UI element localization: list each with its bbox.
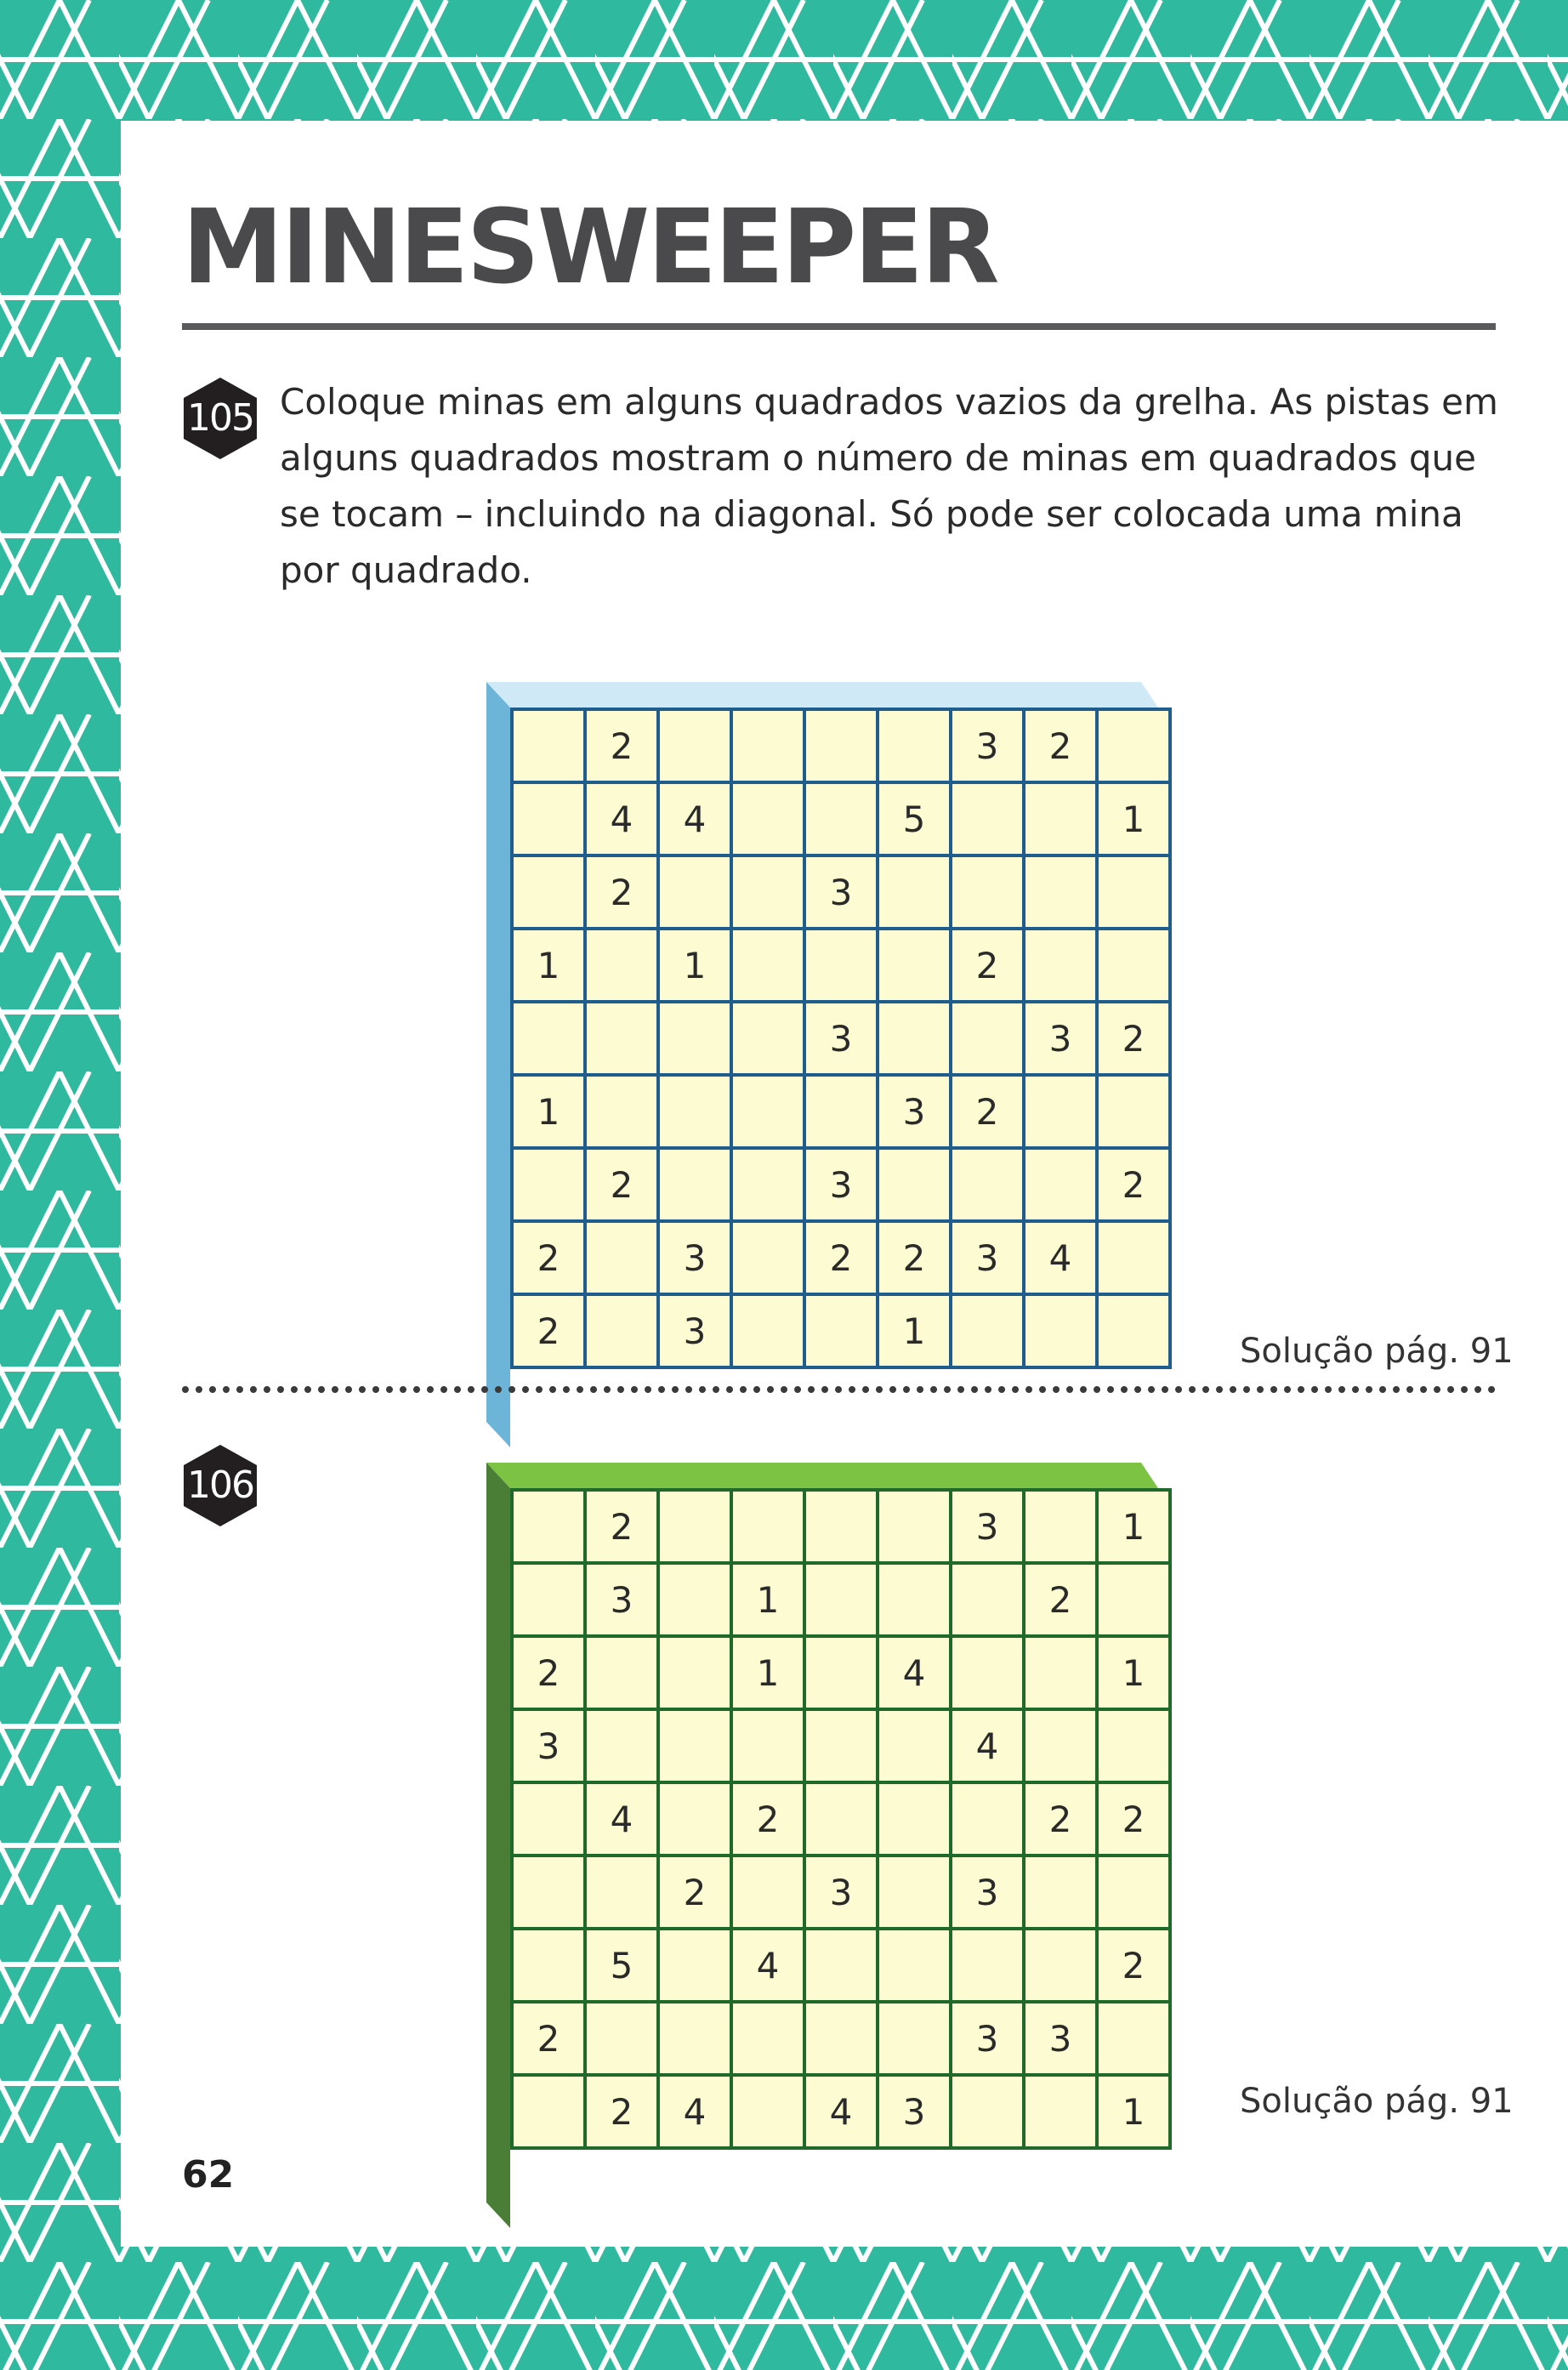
grid-cell[interactable] [1025,1638,1095,1708]
grid-cell[interactable] [1025,857,1095,927]
grid-cell[interactable] [660,1711,730,1781]
instructions-text: Coloque minas em alguns quadrados vazios da grelha. As pistas em alguns quadrados mostram o número de minas em quadrados que se tocam – incluindo na diagonal. Só pode ser colocada uma mina por quadrado. [280,381,1498,591]
grid-cell[interactable] [514,857,583,927]
grid-cell[interactable]: 4 [879,1638,949,1708]
grid-cell[interactable] [733,1077,803,1146]
puzzle-105-solution-ref: Solução pág. 91 [1240,1332,1514,1371]
grid-cell[interactable]: 2 [514,1223,583,1293]
grid-cell[interactable]: 3 [1025,2003,1095,2073]
grid-cell[interactable] [952,1638,1022,1708]
grid-cell[interactable]: 3 [952,1492,1022,1561]
grid-cell[interactable] [879,1150,949,1219]
grid-cell[interactable] [733,1492,803,1561]
grid-cell[interactable] [806,784,876,854]
grid-cell[interactable]: 2 [1025,1784,1095,1854]
grid-cell[interactable] [806,1930,876,2000]
grid-cell[interactable] [733,784,803,854]
grid-cell[interactable] [1099,857,1168,927]
grid-cell[interactable]: 2 [1025,1565,1095,1634]
grid-cell[interactable] [806,1638,876,1708]
grid-cell[interactable]: 4 [660,784,730,854]
grid-cell[interactable]: 4 [660,2077,730,2146]
grid-cell[interactable] [660,2003,730,2073]
grid-cell[interactable]: 2 [514,1296,583,1366]
grid-cell[interactable]: 1 [1099,2077,1168,2146]
grid-cell[interactable]: 3 [806,857,876,927]
grid-cell[interactable] [1099,1296,1168,1366]
grid-cell[interactable]: 2 [514,1638,583,1708]
grid-cell[interactable]: 4 [587,1784,656,1854]
grid-cell[interactable] [1099,1711,1168,1781]
grid-cell[interactable] [1025,1492,1095,1561]
grid-cell[interactable] [1025,1296,1095,1366]
grid-cell[interactable] [514,1003,583,1073]
grid-cell[interactable]: 4 [952,1711,1022,1781]
grid-cell[interactable]: 2 [952,930,1022,1000]
puzzle-105 [486,682,1286,1464]
grid-cell[interactable] [587,1296,656,1366]
grid-cell[interactable] [952,1784,1022,1854]
grid-cell[interactable]: 2 [514,2003,583,2073]
grid-cell[interactable]: 3 [879,1077,949,1146]
grid-cell[interactable]: 3 [879,2077,949,2146]
grid-cell[interactable] [733,2003,803,2073]
grid-cell[interactable]: 3 [806,1857,876,1927]
grid-cell[interactable]: 2 [587,711,656,781]
grid-cell[interactable] [660,1930,730,2000]
grid-cell[interactable]: 5 [879,784,949,854]
grid-cell[interactable] [806,1296,876,1366]
grid-cell[interactable]: 2 [1025,711,1095,781]
grid-cell[interactable] [1025,930,1095,1000]
grid-cell[interactable] [514,1492,583,1561]
grid-cell[interactable] [587,930,656,1000]
grid-cell[interactable]: 4 [587,784,656,854]
grid-cell[interactable]: 1 [1099,1638,1168,1708]
grid-cell[interactable] [733,1223,803,1293]
grid-cell[interactable]: 3 [660,1296,730,1366]
grid-cell[interactable] [806,1565,876,1634]
grid-cell[interactable]: 3 [587,1565,656,1634]
grid-cell[interactable] [879,1565,949,1634]
grid-cell[interactable] [806,1784,876,1854]
grid-cell[interactable] [733,711,803,781]
grid-cell[interactable] [879,1492,949,1561]
grid-cell[interactable]: 1 [514,930,583,1000]
grid-cell[interactable] [514,1857,583,1927]
puzzle-105-grid [510,708,1172,1369]
puzzle-106 [486,1463,1286,2245]
grid-cell[interactable] [514,1784,583,1854]
section-divider [182,1386,1496,1393]
grid-cell[interactable] [733,930,803,1000]
grid-cell[interactable]: 2 [1099,1784,1168,1854]
puzzle-106-solution-ref: Solução pág. 91 [1240,2082,1514,2121]
grid-cell[interactable] [1099,711,1168,781]
grid-cell[interactable] [1099,2003,1168,2073]
grid-cell[interactable]: 2 [1099,1003,1168,1073]
grid-cell[interactable] [514,1150,583,1219]
grid-cell[interactable] [587,2003,656,2073]
grid-cell[interactable] [952,2077,1022,2146]
grid-cell[interactable] [660,857,730,927]
grid-cell[interactable] [952,1150,1022,1219]
grid-cell[interactable]: 3 [1025,1003,1095,1073]
grid-cell[interactable]: 1 [1099,784,1168,854]
grid-cell[interactable] [1099,1565,1168,1634]
grid-cell[interactable] [660,1003,730,1073]
grid-cell[interactable] [733,1003,803,1073]
grid-cell[interactable] [1099,1077,1168,1146]
grid-cell[interactable]: 2 [587,1492,656,1561]
grid-cell[interactable]: 5 [587,1930,656,2000]
grid-cell[interactable] [879,1711,949,1781]
grid-cell[interactable]: 2 [1099,1930,1168,2000]
grid-cell[interactable] [660,1784,730,1854]
grid-cell[interactable] [587,1711,656,1781]
grid-cell[interactable]: 1 [733,1638,803,1708]
grid-cell[interactable]: 3 [806,1003,876,1073]
grid-cell[interactable]: 1 [733,1565,803,1634]
grid-cell[interactable] [587,1003,656,1073]
grid-cell[interactable] [952,1296,1022,1366]
grid-cell[interactable] [952,1565,1022,1634]
grid-cell[interactable] [879,1003,949,1073]
grid-cell[interactable] [1025,1150,1095,1219]
grid-cell[interactable] [587,1077,656,1146]
grid-cell[interactable] [806,1492,876,1561]
grid-cell[interactable] [879,1857,949,1927]
grid-cell[interactable] [879,2003,949,2073]
grid-cell[interactable]: 2 [806,1223,876,1293]
grid-cell[interactable] [587,1223,656,1293]
grid-cell[interactable] [879,1930,949,2000]
grid-cell[interactable] [660,1638,730,1708]
grid-cell[interactable] [1099,1223,1168,1293]
grid-cell[interactable] [806,2003,876,2073]
grid-cell[interactable] [952,857,1022,927]
grid-cell[interactable] [660,1565,730,1634]
grid-cell[interactable] [952,784,1022,854]
grid-cell[interactable] [806,1077,876,1146]
puzzle-106-number: 106 [187,1463,253,1507]
grid-cell[interactable] [514,1930,583,2000]
grid-cell[interactable]: 4 [806,2077,876,2146]
grid-cell[interactable]: 3 [952,2003,1022,2073]
grid-cell[interactable]: 2 [879,1223,949,1293]
grid-cell[interactable] [1099,930,1168,1000]
grid-cell[interactable]: 1 [514,1077,583,1146]
grid-cell[interactable]: 3 [952,1223,1022,1293]
grid-cell[interactable] [1099,1857,1168,1927]
grid-cell[interactable] [587,1857,656,1927]
grid-cell[interactable] [879,857,949,927]
grid-cell[interactable] [806,930,876,1000]
grid-cell[interactable] [514,711,583,781]
grid-cell[interactable] [806,711,876,781]
grid-cell[interactable]: 3 [514,1711,583,1781]
grid-cell[interactable] [1025,1857,1095,1927]
grid-cell[interactable] [733,2077,803,2146]
grid-cell[interactable]: 3 [806,1150,876,1219]
grid-cell[interactable]: 1 [879,1296,949,1366]
grid-cell[interactable] [514,2077,583,2146]
grid-cell[interactable]: 1 [660,930,730,1000]
grid-cell[interactable]: 2 [733,1784,803,1854]
grid-cell[interactable] [952,1930,1022,2000]
grid-cell[interactable] [879,930,949,1000]
grid-cell[interactable] [1025,1930,1095,2000]
grid-cell[interactable] [1025,1711,1095,1781]
page-number: 62 [182,2153,235,2197]
grid-cell[interactable]: 2 [660,1857,730,1927]
grid-cell[interactable] [733,1711,803,1781]
grid-cell[interactable] [1025,784,1095,854]
grid-cell[interactable] [733,1296,803,1366]
grid-cell[interactable] [587,1638,656,1708]
puzzle-105-number: 105 [187,396,253,440]
grid-cell[interactable]: 2 [1099,1150,1168,1219]
grid-cell[interactable]: 2 [587,1150,656,1219]
grid-cell[interactable]: 4 [733,1930,803,2000]
grid-cell[interactable]: 3 [952,711,1022,781]
grid-cell[interactable]: 2 [587,2077,656,2146]
grid-cell[interactable] [1025,2077,1095,2146]
grid-cell[interactable]: 2 [952,1077,1022,1146]
puzzle-106-number-badge [182,1443,258,1528]
grid-cell[interactable]: 1 [1099,1492,1168,1561]
grid-cell[interactable] [806,1711,876,1781]
puzzle-106-grid [510,1488,1172,2150]
grid-cell[interactable] [879,1784,949,1854]
grid-cell[interactable] [660,1150,730,1219]
grid-cell[interactable] [660,711,730,781]
grid-cell[interactable]: 2 [587,857,656,927]
grid-cell[interactable] [733,1150,803,1219]
page-title: MINESWEEPER [182,189,997,307]
grid-cell[interactable] [952,1003,1022,1073]
grid-cell[interactable]: 4 [1025,1223,1095,1293]
puzzle-105-number-badge [182,376,258,461]
grid-cell[interactable] [514,1565,583,1634]
grid-cell[interactable]: 3 [952,1857,1022,1927]
grid-cell[interactable]: 3 [660,1223,730,1293]
grid-cell[interactable] [514,784,583,854]
grid-cell[interactable] [733,1857,803,1927]
grid-cell[interactable] [1025,1077,1095,1146]
grid-cell[interactable] [660,1077,730,1146]
page-content [121,121,1568,2247]
grid-cell[interactable] [879,711,949,781]
grid-cell[interactable] [660,1492,730,1561]
grid-cell[interactable] [733,857,803,927]
title-underline [182,323,1496,330]
